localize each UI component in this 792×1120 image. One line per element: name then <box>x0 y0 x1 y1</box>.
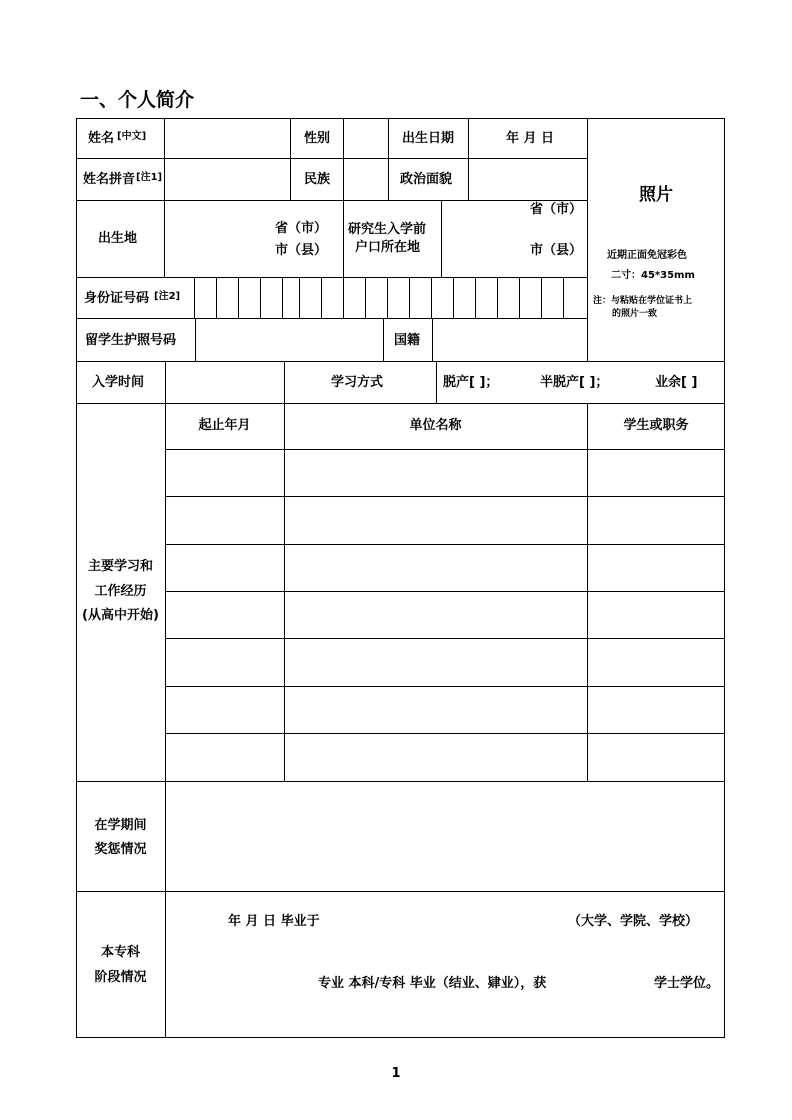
id-cell-line <box>216 277 217 318</box>
row-line <box>76 158 587 159</box>
col-line <box>290 118 291 200</box>
id-cell-line <box>497 277 498 318</box>
mode-full-time: 脱产[ ]； <box>443 375 499 390</box>
undergrad-label-line2: 阶段情况 <box>94 970 147 985</box>
section-title: 一、个人简介 <box>80 89 195 111</box>
photo-note-line2: 的照片一致 <box>612 309 658 319</box>
pinyin-note: [注1] <box>136 172 163 183</box>
row-line <box>76 361 725 362</box>
degree-line: 学士学位。 <box>654 976 720 991</box>
col-header-period: 起止年月 <box>198 418 251 433</box>
col-header-unit: 单位名称 <box>409 418 462 433</box>
photo-title: 照片 <box>639 185 673 205</box>
mode-half-time: 半脱产[ ]； <box>540 375 609 390</box>
id-cell-line <box>260 277 261 318</box>
row-line <box>165 496 725 497</box>
photo-note-line1: 注：与粘贴在学位证书上 <box>593 296 693 306</box>
history-label-line3: (从高中开始) <box>82 608 159 623</box>
id-cell-line <box>453 277 454 318</box>
col-line <box>165 781 166 1038</box>
awards-label-line1: 在学期间 <box>94 818 147 833</box>
name-note: [中文] <box>117 131 147 142</box>
birthdate-label: 出生日期 <box>402 131 455 146</box>
birthdate-fill: 年 月 日 <box>506 131 555 146</box>
id-cell-line <box>238 277 239 318</box>
hukou-label-line2: 户口所在地 <box>355 240 421 255</box>
id-cell-line <box>299 277 300 318</box>
school-type: （大学、学院、学校） <box>568 914 699 929</box>
history-label-line2: 工作经历 <box>94 584 147 599</box>
page-number: 1 <box>391 1066 401 1081</box>
row-line <box>165 733 725 734</box>
row-line <box>76 318 587 319</box>
row-line <box>165 449 725 450</box>
pinyin-label: 姓名拼音 <box>83 172 136 187</box>
col-line <box>432 318 433 361</box>
id-cell-line <box>282 277 283 318</box>
passport-label: 留学生护照号码 <box>85 333 177 348</box>
id-number-label: 身份证号码 <box>84 291 150 306</box>
birthplace-city: 市（县） <box>275 243 328 258</box>
graduation-date: 年 月 日 毕业于 <box>228 914 320 929</box>
birthplace-province: 省（市） <box>275 221 328 236</box>
row-line <box>165 638 725 639</box>
col-line <box>468 118 469 200</box>
col-line <box>587 118 588 361</box>
awards-label-line2: 奖惩情况 <box>94 842 147 857</box>
ethnicity-label: 民族 <box>304 172 331 187</box>
undergrad-label-line1: 本专科 <box>100 945 140 960</box>
id-cell-line <box>365 277 366 318</box>
id-cell-line <box>409 277 410 318</box>
row-line <box>76 403 725 404</box>
col-line <box>164 118 165 277</box>
col-line <box>388 118 389 200</box>
gender-label: 性别 <box>304 131 331 146</box>
history-label-line1: 主要学习和 <box>87 559 153 574</box>
hukou-province: 省（市） <box>530 202 583 217</box>
enroll-time-label: 入学时间 <box>92 375 145 390</box>
id-cell-line <box>343 277 344 318</box>
birthplace-label: 出生地 <box>98 231 138 246</box>
row-line <box>76 277 587 278</box>
major-line: 专业 本科/专科 毕业（结业、肄业），获 <box>318 976 547 991</box>
photo-size: 二寸：45*35mm <box>611 270 695 281</box>
row-line <box>76 200 587 201</box>
row-line <box>165 686 725 687</box>
hukou-city: 市（县） <box>530 243 583 258</box>
col-header-role: 学生或职务 <box>623 418 689 433</box>
col-line <box>441 200 442 277</box>
id-cell-line <box>431 277 432 318</box>
id-cell-line <box>519 277 520 318</box>
id-cell-line <box>387 277 388 318</box>
row-line <box>165 591 725 592</box>
name-label: 姓名 <box>88 131 115 146</box>
id-cell-line <box>194 277 195 318</box>
col-line <box>436 361 437 403</box>
nationality-label: 国籍 <box>394 333 421 348</box>
id-note: [注2] <box>154 291 181 302</box>
row-line <box>76 891 725 892</box>
col-line <box>383 318 384 361</box>
id-cell-line <box>541 277 542 318</box>
id-cell-line <box>321 277 322 318</box>
row-line <box>165 544 725 545</box>
political-label: 政治面貌 <box>400 172 453 187</box>
col-line <box>587 403 588 781</box>
col-line <box>195 318 196 361</box>
study-mode-label: 学习方式 <box>331 375 384 390</box>
row-line <box>76 781 725 782</box>
photo-requirement: 近期正面免冠彩色 <box>607 250 687 261</box>
hukou-label-line1: 研究生入学前 <box>348 222 427 237</box>
mode-part-time: 业余[ ] <box>655 375 698 390</box>
id-cell-line <box>475 277 476 318</box>
col-line <box>343 118 344 277</box>
id-cell-line <box>563 277 564 318</box>
